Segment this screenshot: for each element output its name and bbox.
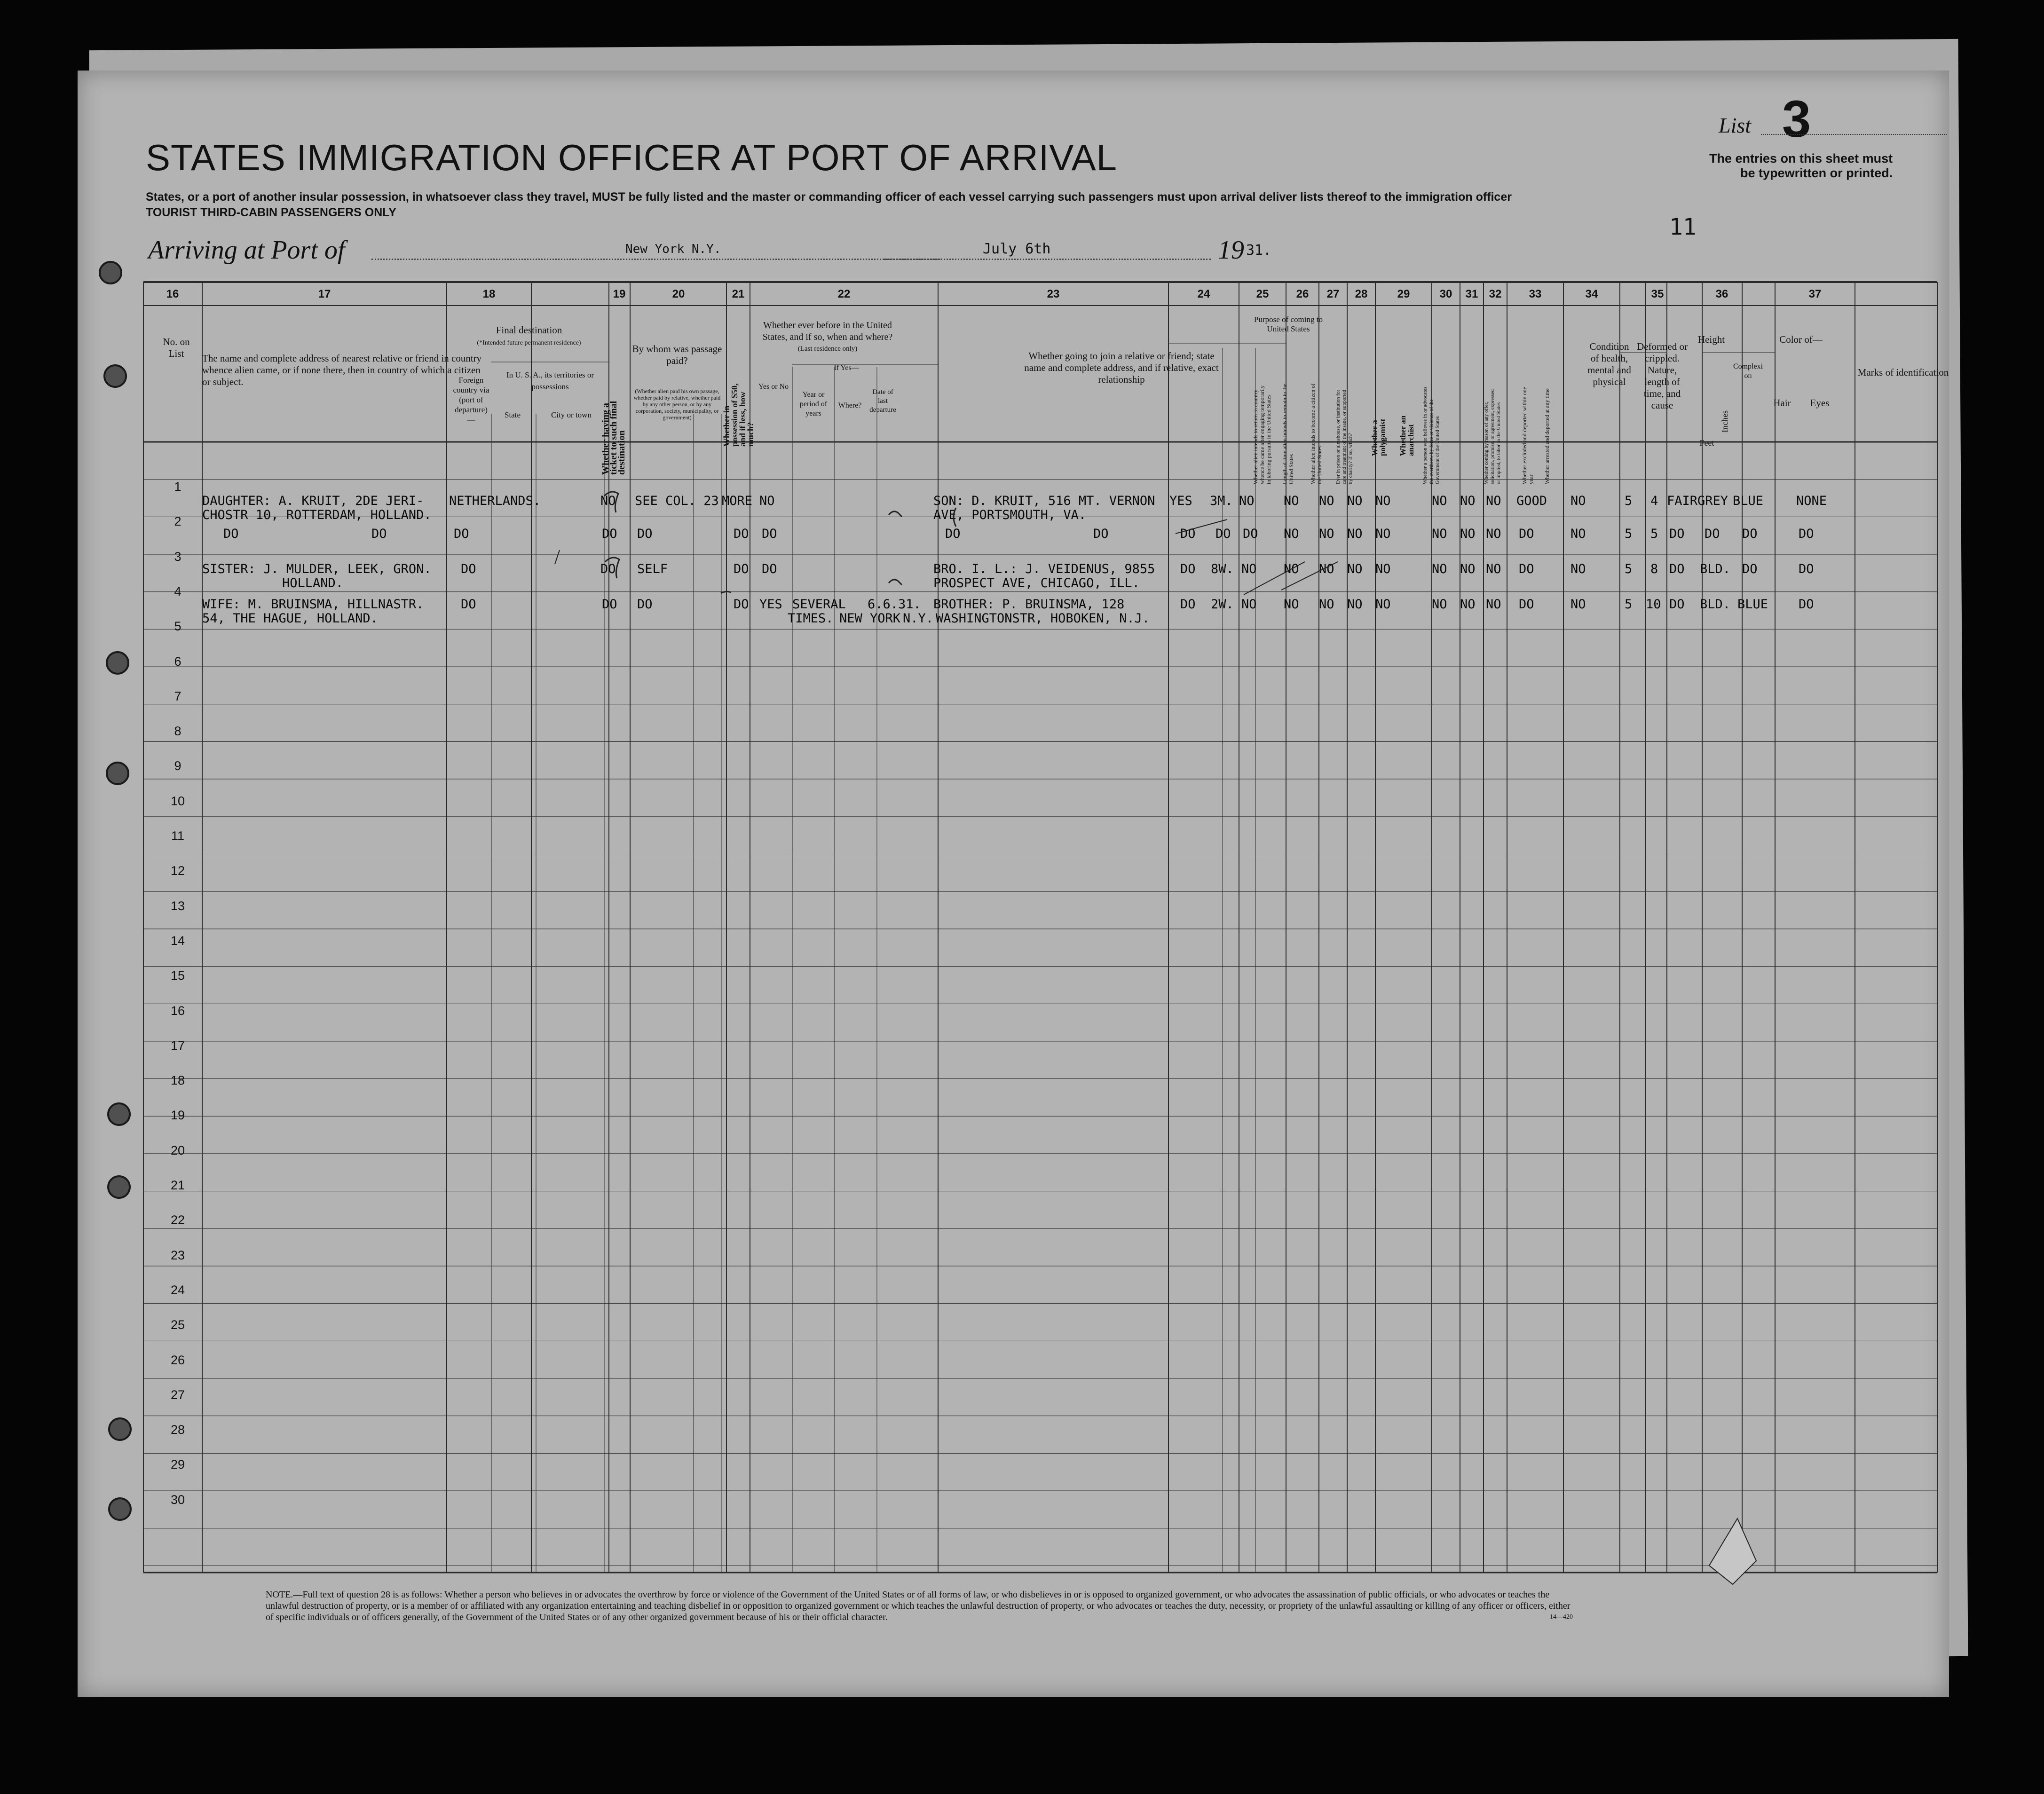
r2-join: AVE, PORTSMOUTH, VA. xyxy=(933,508,1087,522)
footnote-text: NOTE.—Full text of question 28 is as follows: Whether a person who believes in or advocates the overthrow by force or violence of the Government of the United States or of all forms of law, or who disbelieves in or is opposed to organized government, or who advocates the assassination of public officials, or who advocates or teaches the unlawful destruction of property, or is a member of or affiliated with any organization entertaining and teaching disbelief in or opposition to organized government or which teaches the unlawful destruction of property, or who advocates or teaches the duty, necessity, or propriety of the unlawful assaulting or killing of any officer or officers, either of specific individuals or of officers generally, of the Government of the United States or of any other organized government because of his or their official character. xyxy=(266,1589,1570,1622)
column-number: 30 xyxy=(1439,288,1452,300)
hdr-foreign-country: Foreign country via (port of departure)— xyxy=(453,376,489,424)
r4-q30: NO xyxy=(1460,597,1476,612)
hdr-height: Height xyxy=(1697,334,1725,345)
r4-relative: WIFE: M. BRUINSMA, HILLNASTR. xyxy=(202,597,424,612)
r2-q29: NO xyxy=(1432,527,1447,541)
row-number: 9 xyxy=(174,759,182,773)
column-number: 33 xyxy=(1529,288,1542,300)
column-number: 31 xyxy=(1465,288,1478,300)
hdr-purpose-b: Length of time alien intends to remain in the United States xyxy=(1281,384,1294,484)
r4-date-2: N.Y. xyxy=(903,611,934,626)
slash-mark-2 xyxy=(1281,562,1338,590)
row-number: 7 xyxy=(174,689,182,703)
column-number: 28 xyxy=(1355,288,1368,300)
hdr-polygamist: Whether a polygamist xyxy=(1370,418,1387,456)
binder-hole xyxy=(103,364,127,388)
port-value: New York N.Y. xyxy=(625,242,721,256)
r3-relative-2: HOLLAND. xyxy=(282,576,344,590)
row-number: 2 xyxy=(174,514,182,529)
r2-p24a: DO xyxy=(1180,527,1196,541)
column-number: 23 xyxy=(1047,288,1060,300)
r3-inches: 8 xyxy=(1650,562,1658,576)
r4-complexion: DO xyxy=(1669,597,1685,612)
r2-q31: NO xyxy=(1486,527,1501,541)
row-number: 26 xyxy=(170,1353,185,1367)
r2-q27: NO xyxy=(1347,527,1363,541)
class-line: TOURIST THIRD-CABIN PASSENGERS ONLY xyxy=(146,206,396,219)
r2-relative-do-2: DO xyxy=(371,527,387,541)
pencil-mark-3 xyxy=(721,591,731,593)
r1-money: MORE xyxy=(722,494,753,508)
row-number: 24 xyxy=(170,1283,185,1297)
r4-ticket: DO xyxy=(602,597,617,612)
r2-p24b: DO xyxy=(1215,527,1231,541)
r3-hair: BLD. xyxy=(1700,562,1731,576)
r1-q31: NO xyxy=(1486,494,1501,508)
r3-q25: NO xyxy=(1284,562,1299,576)
r3-join-2: PROSPECT AVE, CHICAGO, ILL. xyxy=(933,576,1140,590)
r2-q30: NO xyxy=(1460,527,1476,541)
hdr-passage: By whom was passage paid? xyxy=(632,343,722,366)
slash-mark-1 xyxy=(1176,519,1227,534)
r4-hair: BLD. xyxy=(1700,597,1731,612)
r2-p24c: DO xyxy=(1243,527,1258,541)
r4-p24c: NO xyxy=(1241,597,1257,612)
row-number: 18 xyxy=(170,1073,185,1088)
r4-q25: NO xyxy=(1284,597,1299,612)
r3-q30: NO xyxy=(1460,562,1476,576)
row-number: 16 xyxy=(170,1003,185,1018)
r3-marks: DO xyxy=(1799,562,1814,576)
hdr-inches: Inches xyxy=(1720,410,1729,433)
r4-relative-2: 54, THE HAGUE, HOLLAND. xyxy=(202,611,378,626)
hdr-eyes: Eyes xyxy=(1810,397,1830,409)
row-number: 25 xyxy=(170,1318,185,1332)
r2-eyes: DO xyxy=(1742,527,1758,541)
r1-yesno: NO xyxy=(759,494,775,508)
column-number: 26 xyxy=(1296,288,1309,300)
year-prefix: 19 xyxy=(1218,236,1244,265)
binder-hole xyxy=(107,1175,131,1199)
r3-passage: SELF xyxy=(637,562,668,576)
hdr-yes-no: Yes or No xyxy=(758,383,789,391)
row-number: 27 xyxy=(170,1387,185,1402)
hdr-q28: Whether a person who believes in or advocates the overthrow by force or violence of the Government of the United States xyxy=(1422,386,1440,484)
hdr-final-dest-sub: (*Intended future permanent residence) xyxy=(477,339,581,346)
row-number: 5 xyxy=(174,619,182,634)
form-number: 14—420 xyxy=(1550,1613,1573,1621)
pencil-mark-1 xyxy=(889,511,902,517)
slash-mark-4 xyxy=(555,550,560,564)
hdr-q31: Whether arrested and deported at any time xyxy=(1544,388,1550,484)
footnote xyxy=(266,1589,1573,1623)
r1-q27: NO xyxy=(1347,494,1363,508)
binder-hole xyxy=(108,1497,132,1521)
r3-relative: SISTER: J. MULDER, LEEK, GRON. xyxy=(202,562,432,576)
row-number: 3 xyxy=(174,549,182,564)
row-number: 13 xyxy=(170,898,185,913)
binder-hole xyxy=(106,651,129,675)
entries-note-line-1: The entries on this sheet must xyxy=(1709,151,1893,165)
hdr-final-dest: Final destination xyxy=(496,324,562,336)
r4-eyes: BLUE xyxy=(1737,597,1768,612)
hdr-ticket: Whether having a ticket to such final destination xyxy=(600,401,627,475)
hdr-health: Condition of health, mental and physical xyxy=(1587,341,1631,387)
hdr-passage-sub: (Whether alien paid his own passage, whether paid by relative, whether paid by any other person, or by any corporation, society, municipality, or government) xyxy=(633,388,721,421)
r1-p24a: YES xyxy=(1169,494,1192,508)
r3-p24a: DO xyxy=(1180,562,1196,576)
hdr-if-yes: If Yes— xyxy=(834,364,859,372)
row-number: 29 xyxy=(170,1457,185,1472)
r1-complexion: FAIR xyxy=(1667,494,1698,508)
binder-hole xyxy=(107,1102,131,1126)
r2-deformed: NO xyxy=(1570,527,1586,541)
row-number: 1 xyxy=(174,480,182,494)
column-number: 32 xyxy=(1489,288,1502,300)
r4-inches: 10 xyxy=(1646,597,1661,612)
r1-q26: NO xyxy=(1319,494,1334,508)
r2-marks: DO xyxy=(1799,527,1814,541)
column-number: 22 xyxy=(837,288,851,300)
r4-p24b: 2W. xyxy=(1211,597,1234,612)
hdr-join-relative: Whether going to join a relative or friend; state name and complete address, and if relative, exact relationship xyxy=(1024,350,1219,385)
subtitle: States, or a port of another insular possession, in whatsoever class they travel, MUST be fully listed and the master or commanding officer of each vessel carrying such passengers must upon arrival deliver lists thereof to the immigration officer xyxy=(146,190,1512,204)
hdr-anarchist: Whether an anarchist xyxy=(1398,415,1415,456)
r1-hair: GREY xyxy=(1697,494,1728,508)
r1-inches: 4 xyxy=(1650,494,1658,508)
r3-foreign: DO xyxy=(461,562,476,576)
row-number: 22 xyxy=(170,1213,185,1227)
r4-q27: NO xyxy=(1347,597,1363,612)
r1-health: GOOD xyxy=(1516,494,1547,508)
column-number: 34 xyxy=(1585,288,1598,300)
r4-deformed: NO xyxy=(1570,597,1586,612)
hdr-where: Where? xyxy=(838,401,862,409)
r2-health: DO xyxy=(1519,527,1534,541)
manifest-sheet xyxy=(78,71,1949,1697)
r4-period-2: TIMES. xyxy=(788,611,834,626)
row-number: 28 xyxy=(170,1423,185,1437)
row-number: 6 xyxy=(174,654,182,669)
r4-money: DO xyxy=(734,597,749,612)
column-number: 18 xyxy=(482,288,496,300)
year-suffix: 31. xyxy=(1246,242,1272,259)
r1-q29: NO xyxy=(1432,494,1447,508)
column-number: 16 xyxy=(166,288,179,300)
column-number: 35 xyxy=(1651,288,1664,300)
r3-complexion: DO xyxy=(1669,562,1685,576)
r4-foreign: DO xyxy=(461,597,476,612)
row-number: 8 xyxy=(174,724,182,739)
r4-q29: NO xyxy=(1432,597,1447,612)
r1-ticket: NO xyxy=(600,494,616,508)
r1-join: SON: D. KRUIT, 516 MT. VERNON xyxy=(933,494,1155,508)
r3-ticket: DO xyxy=(600,562,616,576)
r2-join-do-1: DO xyxy=(945,527,961,541)
hdr-complexion: Complexion xyxy=(1733,362,1763,380)
column-number: 21 xyxy=(732,288,745,300)
r3-q28: NO xyxy=(1375,562,1391,576)
arriving-label: Arriving at Port of xyxy=(148,236,345,265)
r4-period: SEVERAL xyxy=(792,597,846,612)
hdr-q30: Whether excluded and deported within one year xyxy=(1521,387,1534,484)
r1-eyes: BLUE xyxy=(1733,494,1764,508)
hdr-purpose: Purpose of coming to United States xyxy=(1254,315,1323,333)
check-mark-1 xyxy=(604,492,618,512)
column-number: 20 xyxy=(672,288,685,300)
r2-relative: CHOSTR 10, ROTTERDAM, HOLLAND. xyxy=(202,508,432,522)
hdr-q29: Whether coming by reason of any offer, solicitation, promise, or agreement, expressed or implied, to labor in the United States xyxy=(1484,389,1501,484)
row-number: 20 xyxy=(170,1143,185,1157)
r4-marks: DO xyxy=(1799,597,1814,612)
r3-q31: NO xyxy=(1486,562,1501,576)
r3-p24b: 8W. xyxy=(1211,562,1234,576)
r4-q26: NO xyxy=(1319,597,1334,612)
row-number: 4 xyxy=(174,584,182,598)
r4-feet: 5 xyxy=(1625,597,1633,612)
r2-foreign: DO xyxy=(454,527,469,541)
r3-deformed: NO xyxy=(1570,562,1586,576)
column-number: 36 xyxy=(1715,288,1728,300)
r3-q27: NO xyxy=(1347,562,1363,576)
r2-complexion: DO xyxy=(1669,527,1685,541)
binder-hole xyxy=(108,1417,132,1441)
r4-yesno: YES xyxy=(759,597,782,612)
r4-q31: NO xyxy=(1486,597,1501,612)
bracket-mark xyxy=(954,508,956,527)
entries-note-line-2: be typewritten or printed. xyxy=(1740,166,1893,180)
hdr-date-last: Date of last departure xyxy=(869,388,896,414)
r1-foreign: NETHERLANDS. xyxy=(449,494,541,508)
r3-p24c: NO xyxy=(1241,562,1257,576)
row-number: 21 xyxy=(170,1178,185,1192)
column-number: 29 xyxy=(1397,288,1410,300)
list-number: 3 xyxy=(1782,90,1811,148)
r2-q26: NO xyxy=(1319,527,1334,541)
column-number: 37 xyxy=(1808,288,1822,300)
hdr-ever-before-sub: (Last residence only) xyxy=(797,345,858,353)
r3-money: DO xyxy=(734,562,749,576)
hdr-money: Whether in possession of $50, and if less, how much? xyxy=(722,383,755,447)
binder-hole xyxy=(106,762,129,785)
r2-feet: 5 xyxy=(1625,527,1633,541)
hdr-color-of: Color of— xyxy=(1779,334,1823,345)
hdr-prison: Ever in prison or almshouse, or institution for care and treatment of the insane, or supported by charity? If so, which? xyxy=(1335,389,1353,484)
r3-q29: NO xyxy=(1432,562,1447,576)
r1-q25: NO xyxy=(1284,494,1299,508)
r2-inches: 5 xyxy=(1650,527,1658,541)
hdr-deformed: Deformed or crippled. Nature, length of time, and cause xyxy=(1637,341,1688,411)
date-value: July 6th xyxy=(983,241,1051,257)
r1-deformed: NO xyxy=(1570,494,1586,508)
binder-hole xyxy=(99,261,122,284)
r1-p24c: NO xyxy=(1239,494,1255,508)
row-number: 30 xyxy=(170,1492,185,1507)
r3-join: BRO. I. L.: J. VEIDENUS, 9855 xyxy=(933,562,1155,576)
r2-yesno: DO xyxy=(762,527,777,541)
r2-q28: NO xyxy=(1375,527,1391,541)
handwritten-marks xyxy=(78,71,1949,1697)
hdr-purpose-a: Whether alien intends to return to country whence he came after engaging temporarily in laboring pursuits in the United States xyxy=(1252,385,1272,484)
hdr-marks: Marks of identification xyxy=(1857,367,1949,378)
r2-join-do-2: DO xyxy=(1093,527,1109,541)
r4-q28: NO xyxy=(1375,597,1391,612)
check-mark-3 xyxy=(605,558,619,578)
hdr-usa: In U. S. A., its territories or possessions xyxy=(506,370,594,391)
column-number: 25 xyxy=(1256,288,1269,300)
r1-marks: NONE xyxy=(1796,494,1827,508)
slash-mark-3 xyxy=(1244,562,1305,595)
r1-feet: 5 xyxy=(1625,494,1633,508)
r3-eyes: DO xyxy=(1742,562,1758,576)
r3-health: DO xyxy=(1519,562,1534,576)
sheet-number: 11 xyxy=(1669,214,1697,240)
hdr-city: City or town xyxy=(551,410,592,419)
row-number: 12 xyxy=(170,864,185,878)
r2-q25: NO xyxy=(1284,527,1299,541)
row-number: 15 xyxy=(170,968,185,983)
hdr-relative: The name and complete address of nearest relative or friend in country whence alien came, or if none there, then in country of which a citizen or subject. xyxy=(202,353,482,387)
r3-feet: 5 xyxy=(1625,562,1633,576)
column-number: 24 xyxy=(1197,288,1210,300)
r1-relative: DAUGHTER: A. KRUIT, 2DE JERI- xyxy=(202,494,424,508)
r2-ticket: DO xyxy=(602,527,617,541)
r3-q26: NO xyxy=(1319,562,1334,576)
r3-yesno: DO xyxy=(762,562,777,576)
r2-money: DO xyxy=(734,527,749,541)
r4-date: 6.6.31. xyxy=(868,597,921,612)
list-label: List xyxy=(1719,113,1752,137)
r1-q28: NO xyxy=(1375,494,1391,508)
row-number: 23 xyxy=(170,1248,185,1262)
torn-corner xyxy=(1709,1519,1756,1584)
page-title: STATES IMMIGRATION OFFICER AT PORT OF ARRIVAL xyxy=(146,137,1118,178)
r4-join-2: WASHINGTONSTR, HOBOKEN, N.J. xyxy=(936,611,1150,626)
pencil-mark-2 xyxy=(889,580,902,585)
column-number: 19 xyxy=(613,288,626,300)
hdr-year-period: Year or period of years xyxy=(799,391,828,417)
hdr-feet: Feet xyxy=(1699,438,1714,448)
column-number: 27 xyxy=(1326,288,1340,300)
r2-hair: DO xyxy=(1705,527,1720,541)
hdr-hair: Hair xyxy=(1773,397,1791,409)
r2-passage: DO xyxy=(637,527,653,541)
row-number: 14 xyxy=(170,933,185,948)
column-number: 17 xyxy=(318,288,331,300)
r4-passage: DO xyxy=(637,597,653,612)
r2-relative-do-1: DO xyxy=(223,527,239,541)
r1-passage: SEE COL. 23 xyxy=(635,494,719,508)
row-number: 17 xyxy=(170,1038,185,1053)
r1-p24b: 3M. xyxy=(1210,494,1233,508)
hdr-purpose-c: Whether alien intends to become a citizen of the United States xyxy=(1310,383,1323,484)
hdr-ever-before: Whether ever before in the United States, and if so, when and where? xyxy=(762,320,893,342)
row-number: 11 xyxy=(171,829,185,843)
row-number: 19 xyxy=(170,1108,185,1123)
r4-health: DO xyxy=(1519,597,1534,612)
r4-where: NEW YORK xyxy=(839,611,901,626)
hdr-state: State xyxy=(505,410,521,419)
row-number: 10 xyxy=(170,794,185,808)
hdr-no-on-list: No. on List xyxy=(163,336,190,359)
r1-q30: NO xyxy=(1460,494,1476,508)
r4-join: BROTHER: P. BRUINSMA, 128 xyxy=(933,597,1125,612)
r4-p24a: DO xyxy=(1180,597,1196,612)
